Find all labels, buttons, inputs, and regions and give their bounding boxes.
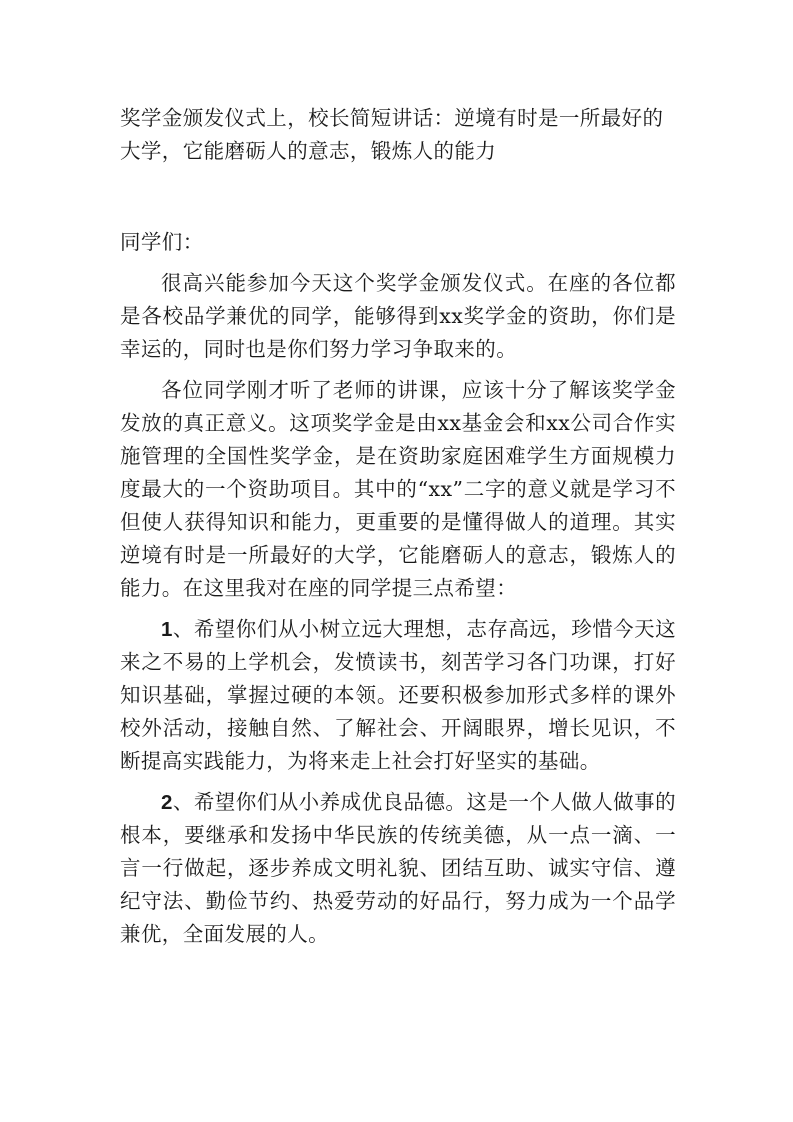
paragraph-meaning [120, 374, 676, 605]
paragraph-hope-1 [120, 613, 676, 778]
document-title: 奖学金颁发仪式上，校长简短讲话：逆境有时是一所最好的大学，它能磨砺人的意志，锻炼人的能力 [120, 106, 664, 163]
salutation: 同学们： [120, 230, 204, 254]
paragraph-text: 、希望你们从小树立远大理想，志存高远，珍惜今天这来之不易的上学机会，发愤读书，刻苦学习各门功课，打好知识基础，掌握过硬的本领。还要积极参加形式多样的课外校外活动，接触自然、了解社会、开阔眼界，增长见识，不断提高实践能力，为将来走上社会打好坚实的基础。 [120, 617, 676, 773]
paragraph-hope-2 [120, 786, 676, 951]
list-number: 2 [161, 791, 173, 814]
paragraph-text: 很高兴能参加今天这个奖学金颁发仪式。在座的各位都是各校品学兼优的同学，能够得到xx奖学金的资助，你们是幸运的，同时也是你们努力学习争取来的。 [120, 271, 676, 361]
paragraph-text: 各位同学刚才听了老师的讲课，应该十分了解该奖学金发放的真正意义。这项奖学金是由xx基金会和xx公司合作实施管理的全国性奖学金，是在资助家庭困难学生方面规模力度最大的一个资助项目。其中的“xx”二字的意义就是学习不但使人获得知识和能力，更重要的是懂得做人的道理。其实逆境有时是一所最好的大学，它能磨砺人的意志，锻炼人的能力。在这里我对在座的同学提三点希望： [120, 378, 676, 600]
list-number: 1 [161, 618, 173, 641]
paragraph-text: 、希望你们从小养成优良品德。这是一个人做人做事的根本，要继承和发扬中华民族的传统美德，从一点一滴、一言一行做起，逐步养成文明礼貌、团结互助、诚实守信、遵纪守法、勤俭节约、热爱劳动的好品行，努力成为一个品学兼优，全面发展的人。 [120, 790, 676, 946]
paragraph-intro [120, 267, 676, 366]
document-page [120, 102, 676, 951]
